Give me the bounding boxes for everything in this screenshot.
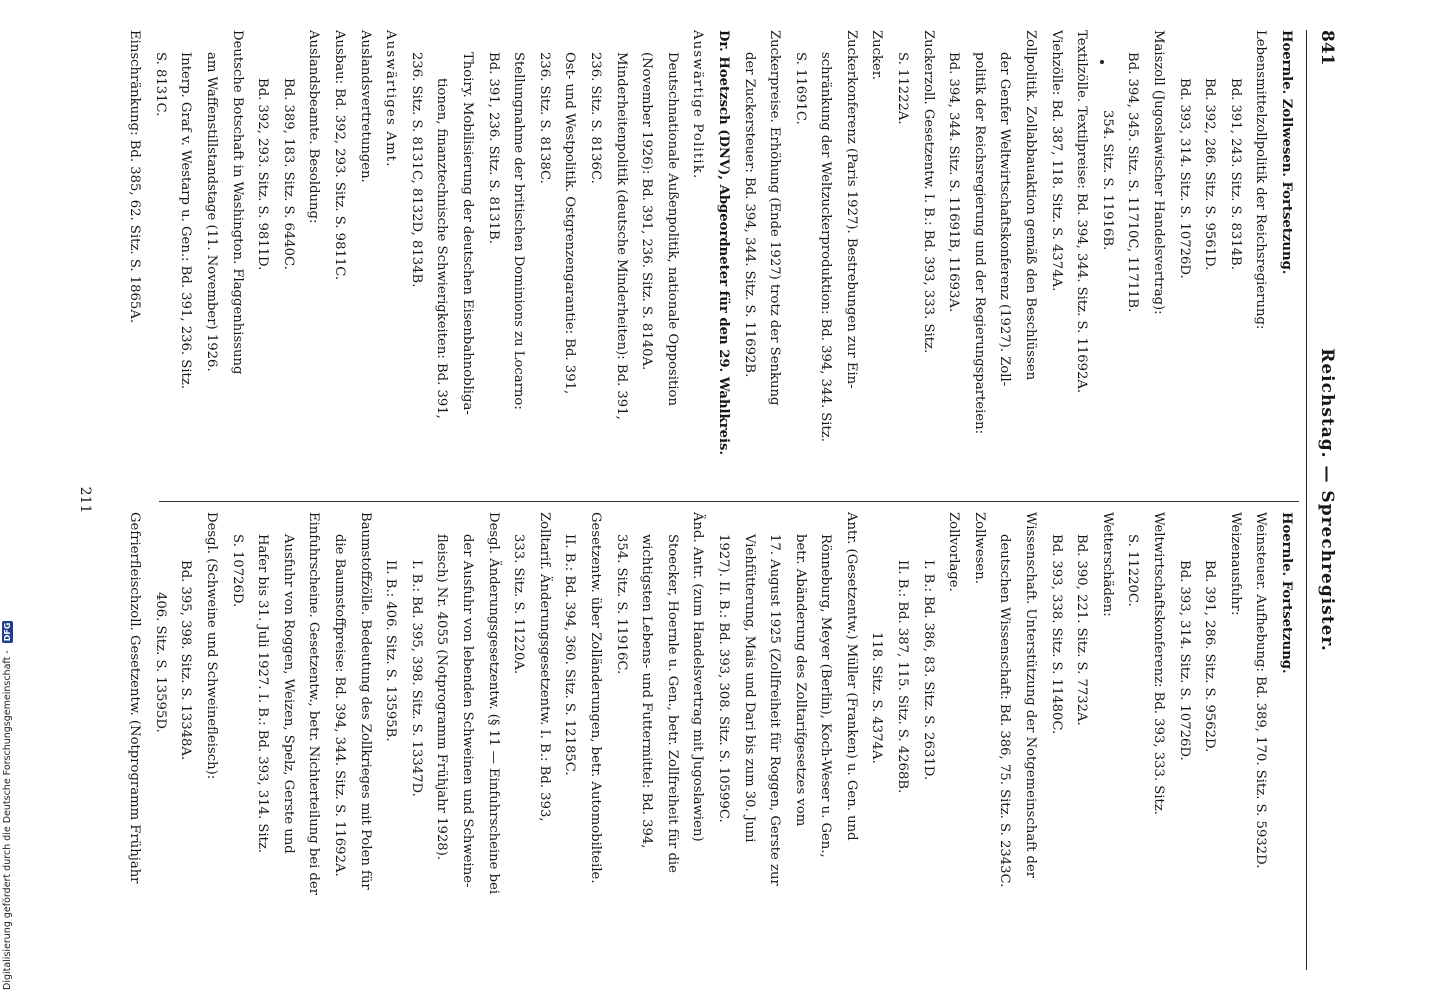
register-line: Wissenschaft. Unterstützung der Notgemeinschaft der <box>1023 512 1039 879</box>
register-line: Bd. 390, 221. Sitz. S. 7732A. <box>1074 534 1090 726</box>
register-line: politik der Reichsregierung und der Regierungsparteien: <box>971 52 987 435</box>
register-line: Desgl. (Schweine und Schweinefleisch): <box>204 512 220 780</box>
register-line: Einfuhrscheine. Gesetzentw., betr. Nichterteilung bei der <box>306 512 322 896</box>
register-line: 17. August 1925 (Zollfreiheit für Roggen, Gerste zur <box>767 534 783 886</box>
register-line: Auslandsvertretungen. <box>357 30 373 183</box>
register-line: Hoernle. Fortsetzung. <box>1279 512 1294 674</box>
register-line: 354. Sitz. S. 11916B. <box>1099 110 1115 251</box>
register-line: tionen, finanztechnische Schwierigkeiten: Bd. 391, <box>434 78 450 419</box>
register-line: Zuckerkonferenz (Paris 1927). Bestrebungen zur Ein- <box>843 30 859 389</box>
register-line: Zollpolitik. Zollabbauaktion gemäß den Beschlüssen <box>1023 30 1039 381</box>
register-line: Desgl. Änderungsgesetzentw. (§ 11 — Einfuhrscheine bei <box>485 512 501 895</box>
register-line: Ost- und Westpolitik. Ostgrenzengarantie: Bd. 391, <box>562 52 578 395</box>
digitization-note <box>2 600 13 990</box>
register-line: Textilzölle. Textilpreise: Bd. 394, 344. Sitz. S. 11692A. <box>1074 30 1090 394</box>
register-line: wichtigsten Lebens- und Futtermittel: Bd. 394, <box>639 534 655 849</box>
register-line: Deutsche Botschaft in Washington. Flaggenhissung <box>229 30 245 375</box>
register-line: Thoiry. Mobilisierung der deutschen Eisenbahnobliga- <box>460 52 475 415</box>
register-line: Auswärtige Politik. <box>690 30 706 180</box>
register-line: Stellungnahme der britischen Dominions zu Locarno: <box>511 52 527 410</box>
register-line: Änd. Antr. (zum Handelsvertrag mit Jugoslawien) <box>690 512 706 842</box>
register-line: Antr. (Gesetzentw.) Müller (Franken) u. Gen. und <box>843 512 859 841</box>
page-header <box>1311 30 1337 970</box>
register-line: Minderheitenpolitik (deutsche Minderheiten): Bd. 391, <box>613 52 629 420</box>
register-line: Zucker. <box>869 30 885 80</box>
register-line: Bd. 395, 398. Sitz. S. 13348A. <box>178 560 194 761</box>
register-line: Bd. 393, 314. Sitz. S. 10726D. <box>1176 78 1192 279</box>
register-line: Ausfuhr von Roggen, Weizen, Spelz, Gerste und <box>280 534 296 854</box>
register-line: Zollwesen. <box>971 512 987 584</box>
register-line: Gesetzentw. über Zolländerungen, betr. Automobilteile. <box>587 512 603 884</box>
register-line: Hafer bis 31. Juli 1927. I. B.: Bd. 393, 314. Sitz. <box>255 534 271 854</box>
register-line: Gefrierfleischzoll. Gesetzentw. (Notprogramm Frühjahr <box>127 512 143 884</box>
register-line: die Baumstoffpreise: Bd. 394, 344. Sitz. S. 11692A. <box>332 534 348 877</box>
register-line: Bd. 391, 243. Sitz. S. 8314B. <box>1227 78 1243 270</box>
register-line <box>119 512 122 974</box>
register-line: 236. Sitz. S. 8138C. <box>536 52 552 184</box>
register-line: II. B.: Bd. 387, 115. Sitz. S. 4268B. <box>895 560 911 794</box>
register-line: S. 11220C. <box>1125 534 1141 607</box>
register-line: Auswärtiges Amt. <box>383 30 399 168</box>
register-line: Deutschnationale Außenpolitik, nationale Opposition <box>664 52 680 406</box>
register-line: S. 8131C. <box>152 52 168 117</box>
register-line: Viehfütterung, Mais und Dari bis zum 30. Juni <box>741 534 757 843</box>
register-line: Einschränkung: Bd. 385, 62. Sitz. S. 1865A. <box>127 30 143 324</box>
register-line: Weizenausfuhr: <box>1227 512 1243 616</box>
register-line: II. B.: Bd. 394, 360. Sitz. S. 12185C. <box>562 534 578 776</box>
register-line: I. B.: Bd. 395, 398. Sitz. S. 13347D. <box>408 560 424 797</box>
register-line: Hoernle. Zollwesen. Fortsetzung. <box>1279 30 1294 275</box>
register-line: Zuckerpreise. Erhöhung (Ende 1927) trotz der Senkung <box>767 30 783 406</box>
register-line: Maiszoll (Jugoslawischer Handelsvertrag): <box>1151 30 1167 315</box>
register-line: deutschen Wissenschaft: Bd. 386, 75. Sitz. S. 2343C. <box>997 534 1013 888</box>
register-line: I. B.: Bd. 386, 83. Sitz. S. 2631D. <box>920 560 936 781</box>
register-line: Weltwirtschaftskonferenz: Bd. 393, 333. Sitz. <box>1151 512 1167 815</box>
register-line: Auslandsbeamte. Besoldung: <box>306 30 322 224</box>
register-line: Bd. 394, 345. Sitz. S. 11710C, 11711B. <box>1125 52 1141 313</box>
register-line: der Genfer Weltwirtschaftskonferenz (1927). Zoll- <box>997 52 1013 387</box>
register-line: Bd. 391, 286. Sitz. S. 9562D. <box>1202 560 1218 753</box>
register-line: Bd. 393, 314. Sitz. S. 10726D. <box>1176 560 1192 761</box>
register-line: 333. Sitz. S. 11220A. <box>511 534 527 675</box>
register-line: Bd. 391, 236. Sitz. S. 8131B. <box>485 52 501 244</box>
register-line: betr. Abänderung des Zolltarifgesetzes vom <box>792 534 808 827</box>
register-line: Bd. 394, 344. Sitz. S. 11691B, 11693A. <box>946 52 962 313</box>
register-line: 236. Sitz. S. 8131C, 8132D, 8134B. <box>408 52 424 288</box>
page-number: 841 <box>1317 30 1337 66</box>
register-line: Dr. Hoetzsch (DNV), Abgeordneter für den 29. Wahlkreis. <box>715 30 731 456</box>
right-column <box>119 512 1299 974</box>
register-line: Ausbau: Bd. 392, 293. Sitz. S. 9811C. <box>332 30 348 281</box>
register-line: Rönneburg, Meyer (Berlin), Koch-Weser u. Gen., <box>818 534 834 858</box>
register-line: Weinsteuer. Aufhebung: Bd. 389, 170. Sitz. S. 5932D. <box>1253 512 1269 869</box>
register-line: fleisch) Nr. 4055 (Notprogramm Frühjahr 1928). <box>434 534 450 861</box>
digitization-note-text: Digitalisierung gefördert durch die Deutsche Forschungsgemeinschaft - <box>2 650 13 990</box>
register-line: Viehzölle: Bd. 387, 118. Sitz. S. 4374A. <box>1048 30 1064 292</box>
register-line: II. B.: 406. Sitz. S. 13595B. <box>383 560 399 742</box>
dfg-logo: DFG <box>3 622 12 642</box>
register-line <box>119 30 122 492</box>
register-line: 406. Sitz. S. 13595D. <box>152 592 168 733</box>
register-line: Bd. 392, 293. Sitz. S. 9811D. <box>255 78 271 271</box>
register-line: am Waffenstillstandstage (11. November) 1926. <box>204 52 220 372</box>
register-line: Zollvorlage. <box>946 512 962 592</box>
register-line: 354. Sitz. S. 11916C. <box>613 534 629 675</box>
register-line: Zolltarif. Änderungsgesetzentw. I. B.: Bd. 393, <box>536 512 552 822</box>
register-line: Stoecker, Hoernle u. Gen., betr. Zollfreiheit für die <box>664 534 680 873</box>
left-column <box>119 30 1299 492</box>
column-divider <box>159 501 1299 502</box>
register-line: 118. Sitz. S. 4374A. <box>869 632 885 764</box>
register-line: Bd. 389, 183. Sitz. S. 6440C. <box>280 78 296 270</box>
register-line: Bd. 393, 338. Sitz. S. 11480C. <box>1048 534 1064 735</box>
register-line: 1927). II. B.: Bd. 393, 308. Sitz. S. 10599C. <box>715 534 731 823</box>
running-title: Reichstag. — Sprechregister. <box>1317 348 1337 652</box>
register-line: Zuckerzoll. Gesetzentw. I. B.: Bd. 393, 333. Sitz. <box>920 30 936 354</box>
footer-page-number: 211 <box>77 486 93 514</box>
register-line: der Zuckersteuer: Bd. 394, 344. Sitz. S. 11692B. <box>741 52 757 378</box>
register-line: Bd. 392, 286. Sitz. S. 9561D. <box>1202 78 1218 271</box>
register-line: S. 11691C. <box>792 52 808 125</box>
register-line: Wetterschäden: <box>1099 512 1115 617</box>
register-line: Baumstoffzölle. Bedeutung des Zollkrieges mit Polen für <box>357 512 373 890</box>
register-line: Interp. Graf v. Westarp u. Gen.: Bd. 391, 236. Sitz. <box>178 52 194 389</box>
register-line: 236. Sitz. S. 8136C. <box>587 52 603 184</box>
register-line: Lebensmittelzollpolitik der Reichsregierung: <box>1253 30 1269 330</box>
register-line: S. 11222A. <box>895 52 911 125</box>
register-line: der Ausfuhr von lebenden Schweinen und Schweine- <box>460 534 475 888</box>
margin-dot <box>1100 60 1104 64</box>
register-line: schränkung der Weltzuckerproduktion: Bd. 394, 344. Sitz. <box>818 52 834 442</box>
register-line: (November 1926): Bd. 391, 236. Sitz. S. 8140A. <box>639 52 655 371</box>
header-rule <box>1306 30 1307 970</box>
rotated-register-page <box>45 20 1345 980</box>
register-line: S. 10726D. <box>229 534 245 608</box>
